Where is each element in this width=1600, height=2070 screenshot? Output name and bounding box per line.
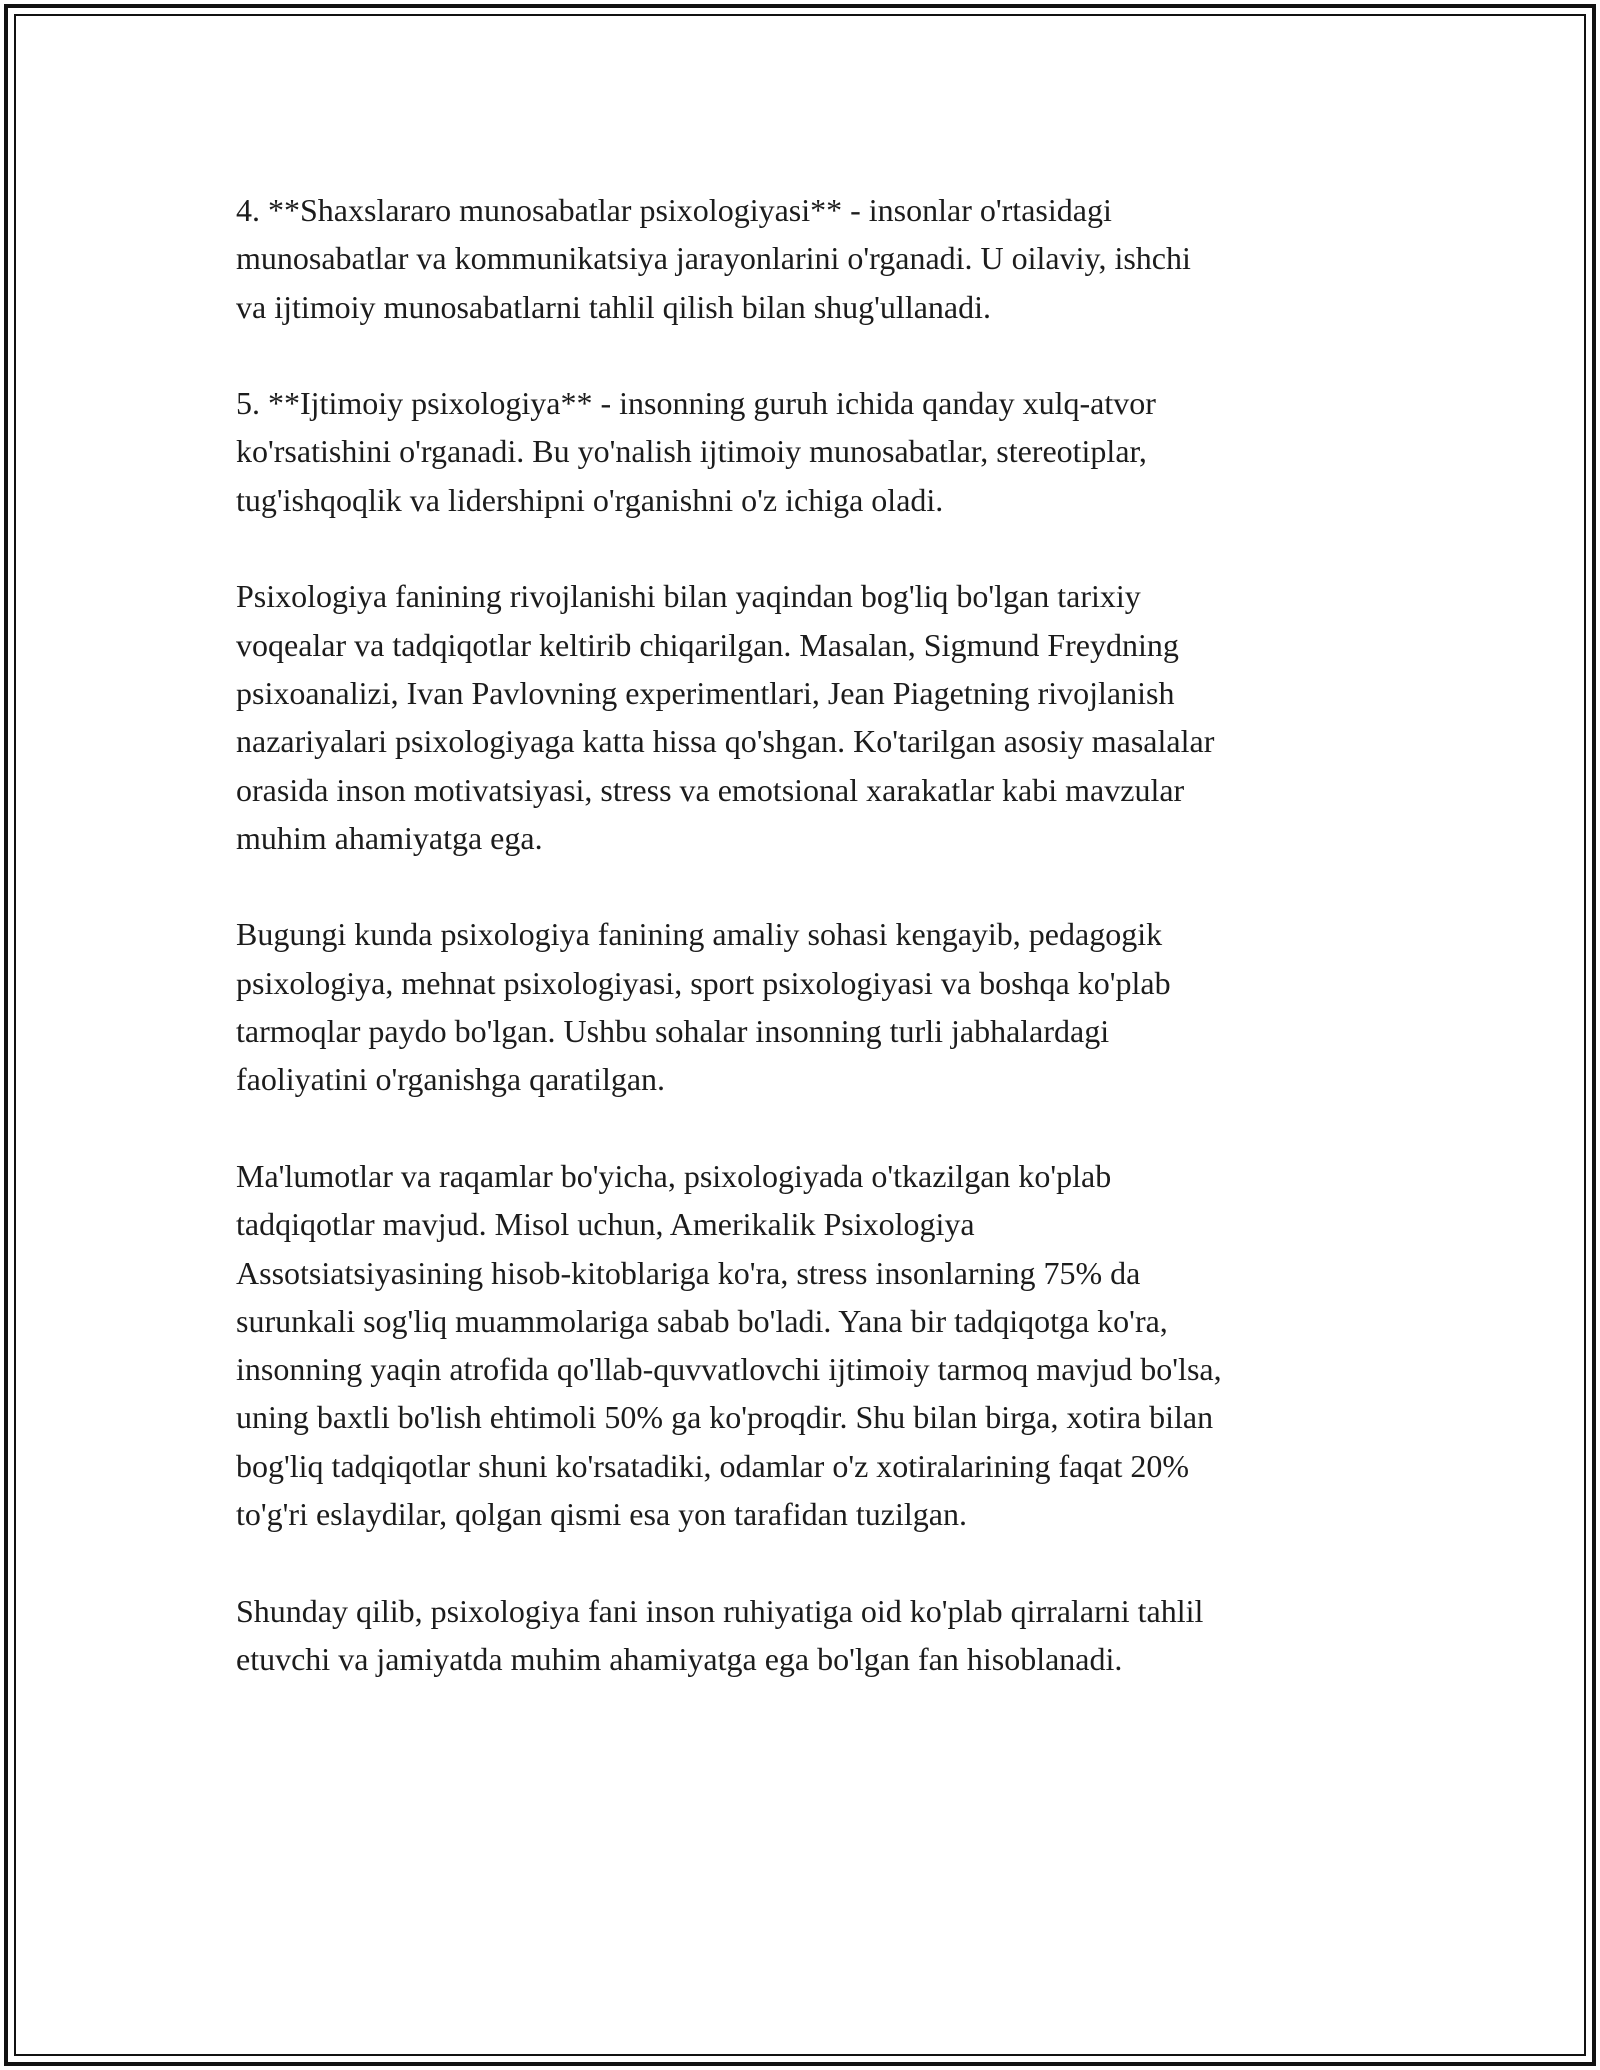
text-line: va ijtimoiy munosabatlarni tahlil qilish bilan shug'ullanadi. [236,288,991,325]
text-line: Ma'lumotlar va raqamlar bo'yicha, psixologiyada o'tkazilgan ko'plab [236,1157,1112,1194]
text-line: Bugungi kunda psixologiya fanining amaliy sohasi kengayib, pedagogik [236,916,1163,953]
text-line: Assotsiatsiyasining hisob-kitoblariga ko'ra, stress insonlarning 75% da [236,1254,1141,1291]
text-line: tadqiqotlar mavjud. Misol uchun, Amerikalik Psixologiya [236,1206,975,1243]
text-line: munosabatlar va kommunikatsiya jarayonlarini o'rganadi. U oilaviy, ishchi [236,240,1191,277]
paragraph-statistics [236,1152,1376,1538]
paragraph-applied-fields [236,910,1376,1103]
document-body [236,186,1376,1732]
text-line: to'g'ri eslaydilar, qolgan qismi esa yon tarafidan tuzilgan. [236,1496,967,1533]
paragraph-social-psychology [236,379,1376,524]
paragraph-interpersonal-psychology [236,186,1376,331]
text-line: tarmoqlar paydo bo'lgan. Ushbu sohalar insonning turli jabhalardagi [236,1013,1110,1050]
text-line: etuvchi va jamiyatda muhim ahamiyatga ega bo'lgan fan hisoblanadi. [236,1640,1123,1677]
text-line: ko'rsatishini o'rganadi. Bu yo'nalish ijtimoiy munosabatlar, stereotiplar, [236,433,1147,470]
text-line: psixoanalizi, Ivan Pavlovning experimentlari, Jean Piagetning rivojlanish [236,674,1175,711]
paragraph-conclusion [236,1587,1376,1684]
text-line: 4. **Shaxslararo munosabatlar psixologiyasi** - insonlar o'rtasidagi [236,192,1112,228]
text-line: voqealar va tadqiqotlar keltirib chiqarilgan. Masalan, Sigmund Freydning [236,626,1179,663]
text-line: uning baxtli bo'lish ehtimoli 50% ga ko'proqdir. Shu bilan birga, xotira bilan [236,1399,1214,1436]
text-line: bog'liq tadqiqotlar shuni ko'rsatadiki, odamlar o'z xotiralarining faqat 20% [236,1447,1190,1484]
text-line: insonning yaqin atrofida qo'llab-quvvatlovchi ijtimoiy tarmoq mavjud bo'lsa, [236,1351,1222,1388]
text-line: psixologiya, mehnat psixologiyasi, sport psixologiyasi va boshqa ko'plab [236,964,1171,1001]
text-line: nazariyalari psixologiyaga katta hissa qo'shgan. Ko'tarilgan asosiy masalalar [236,723,1215,760]
text-line: orasida inson motivatsiyasi, stress va emotsional xarakatlar kabi mavzular [236,771,1185,808]
text-line: faoliyatini o'rganishga qaratilgan. [236,1061,666,1098]
text-line: 5. **Ijtimoiy psixologiya** - insonning guruh ichida qanday xulq-atvor [236,385,1156,422]
paragraph-history [236,572,1376,862]
text-line: tug'ishqoqlik va lidershipni o'rganishni o'z ichiga oladi. [236,481,944,518]
text-line: surunkali sog'liq muammolariga sabab bo'ladi. Yana bir tadqiqotga ko'ra, [236,1302,1168,1339]
text-line: Shunday qilib, psixologiya fani inson ruhiyatiga oid ko'plab qirralarni tahlil [236,1592,1204,1629]
text-line: muhim ahamiyatga ega. [236,819,543,856]
text-line: Psixologiya fanining rivojlanishi bilan yaqindan bog'liq bo'lgan tarixiy [236,578,1141,615]
